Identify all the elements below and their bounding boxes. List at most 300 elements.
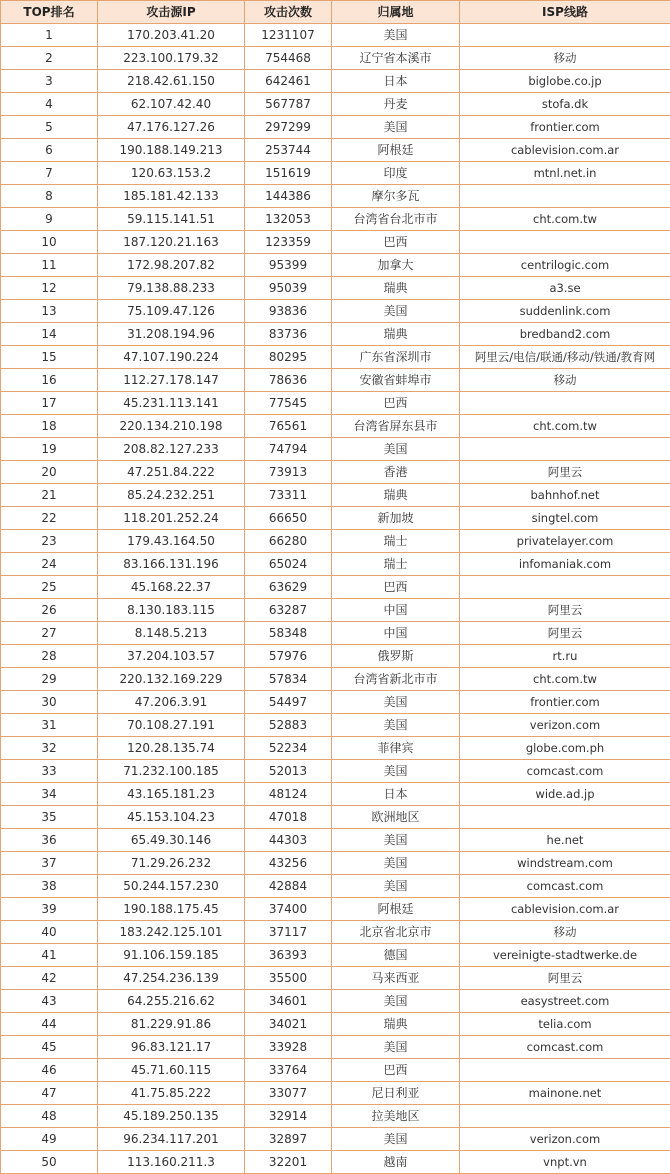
cell-ip: 8.130.183.115 [98, 599, 245, 622]
table-row [1, 438, 670, 461]
cell-isp: infomaniak.com [460, 553, 670, 576]
cell-ip: 120.28.135.74 [98, 737, 245, 760]
cell-rank: 21 [1, 484, 98, 507]
cell-location: 马来西亚 [332, 967, 460, 990]
table-row [1, 392, 670, 415]
table-row [1, 1082, 670, 1105]
cell-rank: 10 [1, 231, 98, 254]
cell-count: 36393 [245, 944, 332, 967]
cell-ip: 179.43.164.50 [98, 530, 245, 553]
table-row [1, 852, 670, 875]
cell-location: 加拿大 [332, 254, 460, 277]
table-row [1, 1059, 670, 1082]
cell-count: 63629 [245, 576, 332, 599]
cell-ip: 220.134.210.198 [98, 415, 245, 438]
cell-isp: easystreet.com [460, 990, 670, 1013]
table-row [1, 346, 670, 369]
cell-rank: 44 [1, 1013, 98, 1036]
cell-isp: rt.ru [460, 645, 670, 668]
cell-location: 北京省北京市 [332, 921, 460, 944]
cell-count: 123359 [245, 231, 332, 254]
cell-location: 丹麦 [332, 93, 460, 116]
cell-location: 美国 [332, 990, 460, 1013]
cell-rank: 46 [1, 1059, 98, 1082]
cell-count: 83736 [245, 323, 332, 346]
cell-isp: 移动 [460, 921, 670, 944]
cell-ip: 185.181.42.133 [98, 185, 245, 208]
cell-ip: 50.244.157.230 [98, 875, 245, 898]
table-row [1, 369, 670, 392]
cell-location: 美国 [332, 829, 460, 852]
table-row [1, 737, 670, 760]
cell-count: 151619 [245, 162, 332, 185]
cell-location: 美国 [332, 116, 460, 139]
cell-isp: vnpt.vn [460, 1151, 670, 1174]
cell-location: 越南 [332, 1151, 460, 1174]
cell-ip: 183.242.125.101 [98, 921, 245, 944]
cell-rank: 20 [1, 461, 98, 484]
header-location: 归属地 [332, 1, 460, 24]
cell-isp: mtnl.net.in [460, 162, 670, 185]
cell-isp [460, 576, 670, 599]
cell-location: 台湾省新北市市 [332, 668, 460, 691]
cell-ip: 83.166.131.196 [98, 553, 245, 576]
cell-count: 44303 [245, 829, 332, 852]
cell-rank: 7 [1, 162, 98, 185]
cell-count: 80295 [245, 346, 332, 369]
table-row [1, 254, 670, 277]
cell-location: 美国 [332, 1128, 460, 1151]
cell-ip: 120.63.153.2 [98, 162, 245, 185]
cell-isp [460, 231, 670, 254]
cell-count: 34601 [245, 990, 332, 1013]
cell-count: 76561 [245, 415, 332, 438]
cell-ip: 190.188.175.45 [98, 898, 245, 921]
cell-ip: 218.42.61.150 [98, 70, 245, 93]
cell-isp [460, 392, 670, 415]
table-row [1, 93, 670, 116]
cell-rank: 11 [1, 254, 98, 277]
cell-rank: 41 [1, 944, 98, 967]
cell-isp: privatelayer.com [460, 530, 670, 553]
cell-count: 65024 [245, 553, 332, 576]
cell-rank: 36 [1, 829, 98, 852]
cell-isp [460, 806, 670, 829]
cell-location: 瑞士 [332, 553, 460, 576]
cell-count: 42884 [245, 875, 332, 898]
cell-rank: 15 [1, 346, 98, 369]
header-row [1, 1, 670, 24]
cell-location: 拉美地区 [332, 1105, 460, 1128]
cell-location: 美国 [332, 24, 460, 47]
cell-location: 美国 [332, 1036, 460, 1059]
cell-isp: windstream.com [460, 852, 670, 875]
cell-ip: 59.115.141.51 [98, 208, 245, 231]
cell-count: 35500 [245, 967, 332, 990]
cell-isp [460, 1059, 670, 1082]
table-row [1, 875, 670, 898]
cell-rank: 2 [1, 47, 98, 70]
table-row [1, 231, 670, 254]
table-row [1, 1036, 670, 1059]
cell-rank: 34 [1, 783, 98, 806]
cell-isp: cht.com.tw [460, 415, 670, 438]
cell-isp: cablevision.com.ar [460, 139, 670, 162]
table-row [1, 806, 670, 829]
cell-ip: 62.107.42.40 [98, 93, 245, 116]
cell-rank: 40 [1, 921, 98, 944]
table-row [1, 461, 670, 484]
table-body [1, 24, 670, 1174]
table-row [1, 162, 670, 185]
cell-count: 73913 [245, 461, 332, 484]
cell-count: 95399 [245, 254, 332, 277]
cell-count: 58348 [245, 622, 332, 645]
cell-ip: 208.82.127.233 [98, 438, 245, 461]
cell-ip: 31.208.194.96 [98, 323, 245, 346]
cell-ip: 190.188.149.213 [98, 139, 245, 162]
cell-location: 辽宁省本溪市 [332, 47, 460, 70]
cell-ip: 170.203.41.20 [98, 24, 245, 47]
cell-rank: 33 [1, 760, 98, 783]
cell-rank: 35 [1, 806, 98, 829]
table-row [1, 24, 670, 47]
cell-count: 37400 [245, 898, 332, 921]
table-row [1, 944, 670, 967]
cell-isp: frontier.com [460, 691, 670, 714]
cell-rank: 6 [1, 139, 98, 162]
cell-rank: 31 [1, 714, 98, 737]
cell-count: 93836 [245, 300, 332, 323]
cell-rank: 3 [1, 70, 98, 93]
cell-isp: verizon.com [460, 714, 670, 737]
table-row [1, 990, 670, 1013]
table-row [1, 300, 670, 323]
table-row [1, 691, 670, 714]
cell-rank: 22 [1, 507, 98, 530]
cell-location: 印度 [332, 162, 460, 185]
cell-count: 37117 [245, 921, 332, 944]
cell-count: 54497 [245, 691, 332, 714]
cell-ip: 96.234.117.201 [98, 1128, 245, 1151]
cell-ip: 47.206.3.91 [98, 691, 245, 714]
cell-ip: 71.232.100.185 [98, 760, 245, 783]
cell-isp: biglobe.co.jp [460, 70, 670, 93]
cell-count: 642461 [245, 70, 332, 93]
cell-isp: comcast.com [460, 1036, 670, 1059]
cell-location: 巴西 [332, 1059, 460, 1082]
cell-isp: frontier.com [460, 116, 670, 139]
table-row [1, 898, 670, 921]
cell-rank: 29 [1, 668, 98, 691]
cell-count: 48124 [245, 783, 332, 806]
cell-ip: 70.108.27.191 [98, 714, 245, 737]
cell-ip: 112.27.178.147 [98, 369, 245, 392]
cell-isp [460, 24, 670, 47]
cell-rank: 12 [1, 277, 98, 300]
table-row [1, 622, 670, 645]
cell-count: 34021 [245, 1013, 332, 1036]
cell-location: 日本 [332, 70, 460, 93]
cell-count: 33764 [245, 1059, 332, 1082]
cell-location: 巴西 [332, 576, 460, 599]
cell-count: 78636 [245, 369, 332, 392]
cell-count: 66650 [245, 507, 332, 530]
cell-rank: 25 [1, 576, 98, 599]
table-row [1, 185, 670, 208]
cell-ip: 64.255.216.62 [98, 990, 245, 1013]
cell-count: 73311 [245, 484, 332, 507]
cell-rank: 17 [1, 392, 98, 415]
cell-rank: 14 [1, 323, 98, 346]
table-row [1, 139, 670, 162]
table-row [1, 208, 670, 231]
cell-ip: 118.201.252.24 [98, 507, 245, 530]
cell-rank: 24 [1, 553, 98, 576]
cell-ip: 75.109.47.126 [98, 300, 245, 323]
cell-isp: comcast.com [460, 760, 670, 783]
cell-isp [460, 185, 670, 208]
cell-rank: 49 [1, 1128, 98, 1151]
table-row [1, 47, 670, 70]
cell-ip: 47.107.190.224 [98, 346, 245, 369]
table-row [1, 553, 670, 576]
cell-location: 美国 [332, 438, 460, 461]
cell-rank: 38 [1, 875, 98, 898]
cell-ip: 91.106.159.185 [98, 944, 245, 967]
cell-ip: 47.251.84.222 [98, 461, 245, 484]
table-row [1, 576, 670, 599]
cell-rank: 43 [1, 990, 98, 1013]
cell-isp: mainone.net [460, 1082, 670, 1105]
cell-ip: 45.168.22.37 [98, 576, 245, 599]
cell-count: 32201 [245, 1151, 332, 1174]
table-row [1, 829, 670, 852]
cell-ip: 8.148.5.213 [98, 622, 245, 645]
cell-location: 美国 [332, 852, 460, 875]
cell-rank: 8 [1, 185, 98, 208]
cell-count: 43256 [245, 852, 332, 875]
cell-rank: 27 [1, 622, 98, 645]
cell-isp: suddenlink.com [460, 300, 670, 323]
cell-location: 阿根廷 [332, 139, 460, 162]
cell-isp: globe.com.ph [460, 737, 670, 760]
cell-location: 摩尔多瓦 [332, 185, 460, 208]
table-row [1, 1105, 670, 1128]
cell-isp: cablevision.com.ar [460, 898, 670, 921]
cell-rank: 42 [1, 967, 98, 990]
table-row [1, 277, 670, 300]
table-row [1, 1151, 670, 1174]
cell-isp: wide.ad.jp [460, 783, 670, 806]
table-row [1, 645, 670, 668]
cell-rank: 28 [1, 645, 98, 668]
cell-location: 瑞士 [332, 530, 460, 553]
cell-ip: 220.132.169.229 [98, 668, 245, 691]
cell-ip: 79.138.88.233 [98, 277, 245, 300]
cell-isp: a3.se [460, 277, 670, 300]
cell-isp [460, 1105, 670, 1128]
cell-isp: comcast.com [460, 875, 670, 898]
cell-location: 中国 [332, 599, 460, 622]
cell-location: 俄罗斯 [332, 645, 460, 668]
cell-location: 瑞典 [332, 323, 460, 346]
table-row [1, 714, 670, 737]
cell-rank: 39 [1, 898, 98, 921]
cell-rank: 9 [1, 208, 98, 231]
cell-ip: 187.120.21.163 [98, 231, 245, 254]
cell-rank: 48 [1, 1105, 98, 1128]
cell-ip: 85.24.232.251 [98, 484, 245, 507]
table-row [1, 760, 670, 783]
header-ip: 攻击源IP [98, 1, 245, 24]
cell-isp: 阿里云 [460, 967, 670, 990]
cell-count: 32914 [245, 1105, 332, 1128]
table-row [1, 507, 670, 530]
cell-count: 297299 [245, 116, 332, 139]
table-row [1, 484, 670, 507]
cell-count: 144386 [245, 185, 332, 208]
cell-count: 66280 [245, 530, 332, 553]
cell-count: 253744 [245, 139, 332, 162]
cell-count: 63287 [245, 599, 332, 622]
cell-location: 美国 [332, 691, 460, 714]
cell-count: 77545 [245, 392, 332, 415]
cell-location: 美国 [332, 760, 460, 783]
cell-isp [460, 438, 670, 461]
table-row [1, 967, 670, 990]
cell-isp: telia.com [460, 1013, 670, 1036]
cell-isp: 移动 [460, 47, 670, 70]
cell-ip: 45.189.250.135 [98, 1105, 245, 1128]
cell-count: 74794 [245, 438, 332, 461]
table-row [1, 530, 670, 553]
cell-location: 阿根廷 [332, 898, 460, 921]
cell-location: 安徽省蚌埠市 [332, 369, 460, 392]
cell-count: 754468 [245, 47, 332, 70]
header-rank: TOP排名 [1, 1, 98, 24]
cell-location: 欧洲地区 [332, 806, 460, 829]
cell-ip: 45.71.60.115 [98, 1059, 245, 1082]
cell-count: 1231107 [245, 24, 332, 47]
cell-ip: 96.83.121.17 [98, 1036, 245, 1059]
cell-count: 47018 [245, 806, 332, 829]
cell-isp: singtel.com [460, 507, 670, 530]
cell-rank: 13 [1, 300, 98, 323]
cell-rank: 19 [1, 438, 98, 461]
cell-rank: 47 [1, 1082, 98, 1105]
cell-isp: 阿里云 [460, 622, 670, 645]
cell-isp: 阿里云/电信/联通/移动/铁通/教育网 [460, 346, 670, 369]
cell-rank: 23 [1, 530, 98, 553]
cell-rank: 1 [1, 24, 98, 47]
cell-location: 美国 [332, 300, 460, 323]
header-isp: ISP线路 [460, 1, 670, 24]
cell-isp: 阿里云 [460, 599, 670, 622]
cell-location: 日本 [332, 783, 460, 806]
cell-isp: centrilogic.com [460, 254, 670, 277]
cell-ip: 65.49.30.146 [98, 829, 245, 852]
cell-location: 台湾省台北市市 [332, 208, 460, 231]
table-header [1, 1, 670, 24]
cell-ip: 37.204.103.57 [98, 645, 245, 668]
cell-ip: 41.75.85.222 [98, 1082, 245, 1105]
cell-rank: 32 [1, 737, 98, 760]
table-row [1, 599, 670, 622]
cell-ip: 223.100.179.32 [98, 47, 245, 70]
cell-location: 瑞典 [332, 277, 460, 300]
cell-isp: cht.com.tw [460, 668, 670, 691]
cell-count: 32897 [245, 1128, 332, 1151]
cell-count: 52013 [245, 760, 332, 783]
cell-location: 菲律宾 [332, 737, 460, 760]
cell-location: 新加坡 [332, 507, 460, 530]
cell-ip: 45.153.104.23 [98, 806, 245, 829]
cell-count: 33928 [245, 1036, 332, 1059]
cell-isp: bredband2.com [460, 323, 670, 346]
table-row [1, 668, 670, 691]
cell-ip: 43.165.181.23 [98, 783, 245, 806]
cell-isp: 阿里云 [460, 461, 670, 484]
cell-location: 台湾省屏东县市 [332, 415, 460, 438]
table-row [1, 323, 670, 346]
cell-ip: 45.231.113.141 [98, 392, 245, 415]
cell-count: 57976 [245, 645, 332, 668]
cell-location: 巴西 [332, 392, 460, 415]
cell-location: 美国 [332, 714, 460, 737]
cell-isp: cht.com.tw [460, 208, 670, 231]
cell-count: 57834 [245, 668, 332, 691]
cell-rank: 45 [1, 1036, 98, 1059]
cell-ip: 71.29.26.232 [98, 852, 245, 875]
cell-location: 香港 [332, 461, 460, 484]
cell-count: 33077 [245, 1082, 332, 1105]
cell-count: 567787 [245, 93, 332, 116]
cell-isp: 移动 [460, 369, 670, 392]
table-row [1, 116, 670, 139]
cell-ip: 172.98.207.82 [98, 254, 245, 277]
table-row [1, 1013, 670, 1036]
cell-ip: 113.160.211.3 [98, 1151, 245, 1174]
cell-rank: 4 [1, 93, 98, 116]
cell-isp: bahnhof.net [460, 484, 670, 507]
cell-rank: 26 [1, 599, 98, 622]
cell-isp: verizon.com [460, 1128, 670, 1151]
header-count: 攻击次数 [245, 1, 332, 24]
cell-rank: 50 [1, 1151, 98, 1174]
cell-rank: 5 [1, 116, 98, 139]
table-row [1, 1128, 670, 1151]
cell-location: 美国 [332, 875, 460, 898]
cell-ip: 81.229.91.86 [98, 1013, 245, 1036]
cell-location: 瑞典 [332, 484, 460, 507]
cell-isp: he.net [460, 829, 670, 852]
cell-rank: 37 [1, 852, 98, 875]
cell-rank: 18 [1, 415, 98, 438]
table-row [1, 921, 670, 944]
cell-location: 中国 [332, 622, 460, 645]
cell-location: 瑞典 [332, 1013, 460, 1036]
cell-location: 广东省深圳市 [332, 346, 460, 369]
cell-count: 52234 [245, 737, 332, 760]
cell-isp: stofa.dk [460, 93, 670, 116]
table-row [1, 783, 670, 806]
cell-ip: 47.254.236.139 [98, 967, 245, 990]
cell-ip: 47.176.127.26 [98, 116, 245, 139]
cell-location: 巴西 [332, 231, 460, 254]
cell-count: 95039 [245, 277, 332, 300]
cell-count: 52883 [245, 714, 332, 737]
